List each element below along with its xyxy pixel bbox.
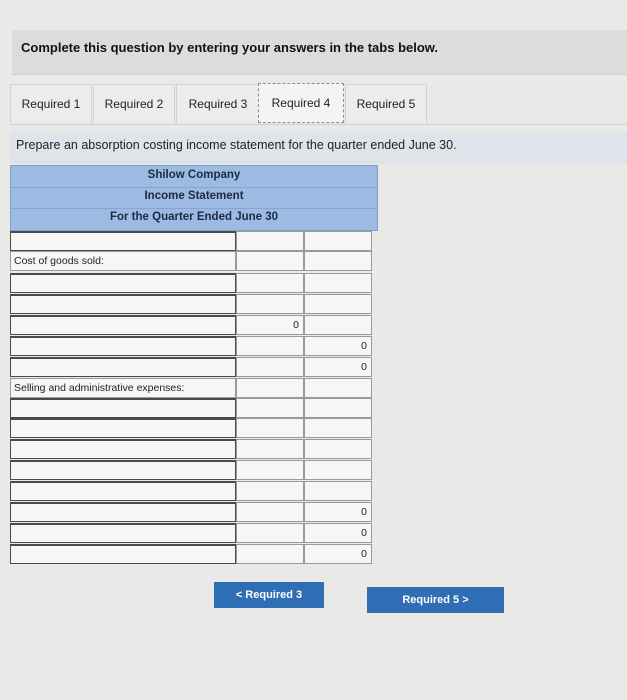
- table-row: [10, 336, 378, 356]
- amount-input[interactable]: [236, 336, 304, 356]
- amount-input[interactable]: [236, 502, 304, 522]
- header-title: Complete this question by entering your answers in the tabs below.: [21, 40, 439, 55]
- row-label-input[interactable]: [10, 294, 236, 314]
- company-name: Shilow Company: [147, 169, 241, 181]
- row-label-input[interactable]: [10, 315, 236, 335]
- amount-input[interactable]: 0: [236, 315, 304, 335]
- table-row: [10, 273, 378, 293]
- table-row: [10, 294, 378, 314]
- amount-input[interactable]: [236, 251, 304, 271]
- instruction-text: Prepare an absorption costing income statement for the quarter ended June 30.: [10, 132, 627, 164]
- amount-input[interactable]: [236, 378, 304, 398]
- row-label: Cost of goods sold:: [10, 251, 236, 271]
- row-label-input[interactable]: [10, 357, 236, 377]
- table-row: [10, 315, 378, 335]
- amount-input[interactable]: [236, 544, 304, 564]
- total-input[interactable]: 0: [304, 544, 372, 564]
- amount-input[interactable]: [236, 439, 304, 459]
- amount-input[interactable]: [236, 460, 304, 480]
- table-row: [10, 502, 378, 522]
- tab-divider: [10, 124, 627, 125]
- header-divider: [11, 187, 377, 188]
- total-input[interactable]: [304, 378, 372, 398]
- statement-period: For the Quarter Ended June 30: [109, 211, 279, 223]
- row-label-input[interactable]: [10, 502, 236, 522]
- row-label-input[interactable]: [10, 336, 236, 356]
- next-required-5-button[interactable]: Required 5 >: [367, 587, 504, 613]
- total-input[interactable]: [304, 251, 372, 271]
- table-row: [10, 357, 378, 377]
- row-label-input[interactable]: [10, 418, 236, 438]
- tab-required-2[interactable]: Required 2: [93, 84, 175, 123]
- amount-input[interactable]: [236, 273, 304, 293]
- amount-input[interactable]: [236, 481, 304, 501]
- table-row: [10, 251, 378, 271]
- table-row: [10, 544, 378, 564]
- tab-required-3[interactable]: Required 3: [176, 84, 260, 123]
- total-input[interactable]: [304, 460, 372, 480]
- total-input[interactable]: [304, 481, 372, 501]
- total-input[interactable]: [304, 418, 372, 438]
- statement-header: [10, 165, 378, 231]
- row-label-input[interactable]: [10, 544, 236, 564]
- prev-required-3-button[interactable]: < Required 3: [214, 582, 324, 608]
- total-input[interactable]: [304, 231, 372, 251]
- instructions-header: [12, 30, 627, 75]
- total-input[interactable]: 0: [304, 502, 372, 522]
- table-row: [10, 378, 378, 398]
- total-input[interactable]: [304, 315, 372, 335]
- tab-required-5[interactable]: Required 5: [345, 84, 427, 123]
- row-label-input[interactable]: [10, 523, 236, 543]
- total-input[interactable]: [304, 294, 372, 314]
- row-label-input[interactable]: [10, 439, 236, 459]
- table-row: [10, 481, 378, 501]
- header-divider: [11, 208, 377, 209]
- total-input[interactable]: [304, 439, 372, 459]
- amount-input[interactable]: [236, 523, 304, 543]
- table-row: [10, 418, 378, 438]
- total-input[interactable]: 0: [304, 523, 372, 543]
- total-input[interactable]: 0: [304, 336, 372, 356]
- row-label-input[interactable]: [10, 481, 236, 501]
- row-label: Selling and administrative expenses:: [10, 378, 236, 398]
- total-input[interactable]: [304, 398, 372, 418]
- statement-title: Income Statement: [144, 190, 244, 202]
- tab-required-4[interactable]: Required 4: [258, 83, 344, 123]
- table-row: [10, 231, 378, 251]
- row-label-input[interactable]: [10, 460, 236, 480]
- amount-input[interactable]: [236, 231, 304, 251]
- table-row: [10, 439, 378, 459]
- table-row: [10, 460, 378, 480]
- row-label-input[interactable]: [10, 398, 236, 418]
- amount-input[interactable]: [236, 418, 304, 438]
- amount-input[interactable]: [236, 294, 304, 314]
- table-row: [10, 523, 378, 543]
- row-label-input[interactable]: [10, 273, 236, 293]
- table-row: [10, 398, 378, 418]
- tab-required-1[interactable]: Required 1: [10, 84, 92, 123]
- row-label-input[interactable]: [10, 231, 236, 251]
- total-input[interactable]: 0: [304, 357, 372, 377]
- total-input[interactable]: [304, 273, 372, 293]
- amount-input[interactable]: [236, 398, 304, 418]
- amount-input[interactable]: [236, 357, 304, 377]
